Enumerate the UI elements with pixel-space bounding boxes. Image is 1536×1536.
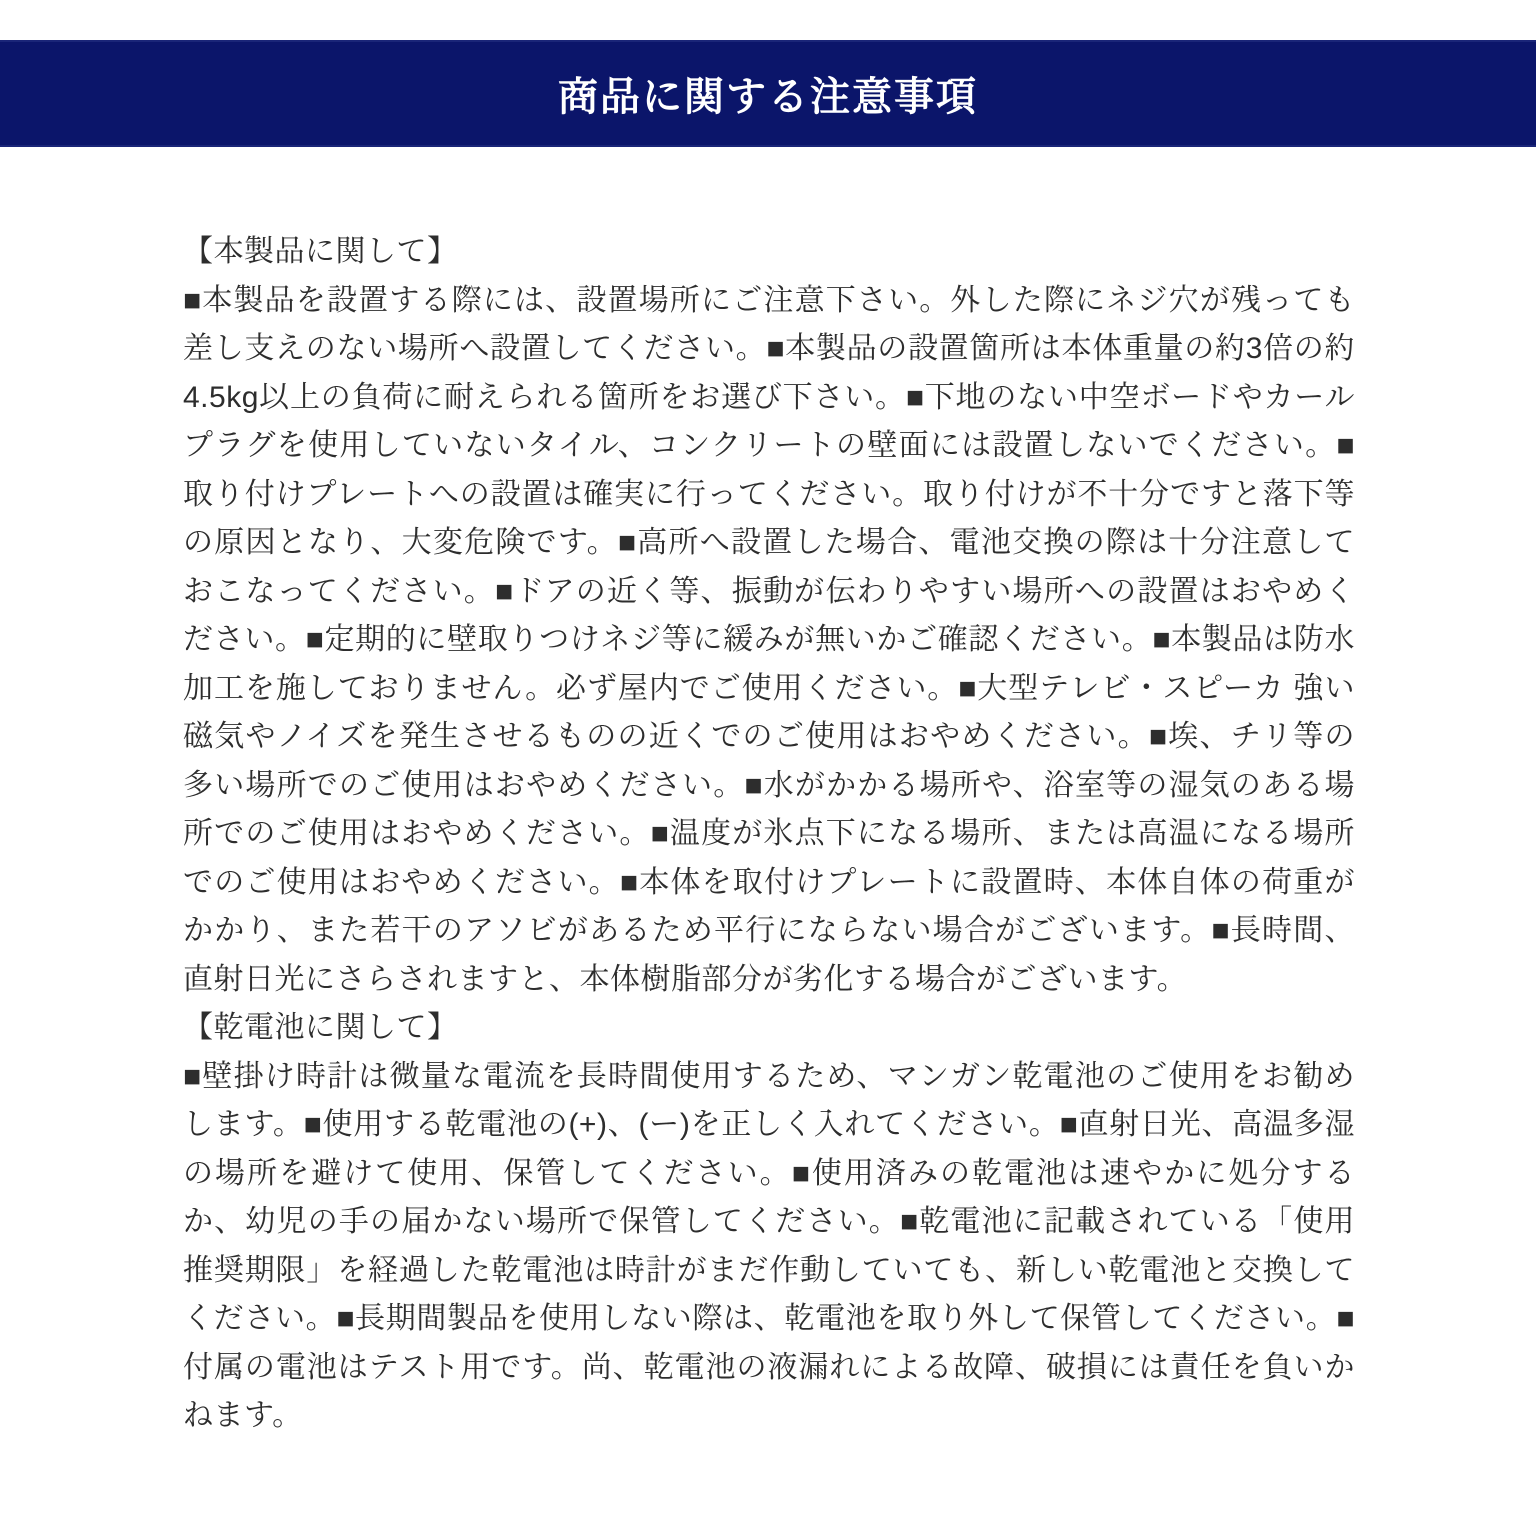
section-product-text: ■本製品を設置する際には、設置場所にご注意下さい。外した際にネジ穴が残っても差し支えのない場所へ設置してください。■本製品の設置箇所は本体重量の約3倍の約4.5kg以上の負荷に耐えられる箇所をお選び下さい。■下地のない中空ボードやカールプラグを使用していないタイル、コンクリートの壁面には設置しないでください。■取り付けプレートへの設置は確実に行ってください。取り付けが不十分ですと落下等の原因となり、大変危険です。■高所へ設置した場合、電池交換の際は十分注意しておこなってください。■ドアの近く等、振動が伝わりやすい場所への設置はおやめください。■定期的に壁取りつけネジ等に緩みが無いかご確認ください。■本製品は防水加工を施しておりません。必ず屋内でご使用ください。■大型テレビ・スピーカ 強い磁気やノイズを発生させるものの近くでのご使用はおやめください。■埃、チリ等の多い場所でのご使用はおやめください。■水がかかる場所や、浴室等の湿気のある場所でのご使用はおやめください。■温度が氷点下になる場所、または高温になる場所でのご使用はおやめください。■本体を取付けプレートに設置時、本体自体の荷重がかかり、また若干のアソビがあるため平行にならない場合がございます。■長時間、直射日光にさらされますと、本体樹脂部分が劣化する場合がございます。 xyxy=(183,283,1355,996)
notice-body xyxy=(183,228,1355,1441)
section-product xyxy=(183,228,1355,1004)
section-battery xyxy=(183,1004,1355,1441)
notice-header-bar xyxy=(0,40,1536,147)
section-battery-heading: 【乾電池に関して】 xyxy=(183,1011,458,1044)
section-product-heading: 【本製品に関して】 xyxy=(183,235,458,268)
notice-title: 商品に関する注意事項 xyxy=(558,75,978,119)
section-battery-text: ■壁掛け時計は微量な電流を長時間使用するため、マンガン乾電池のご使用をお勧めします。■使用する乾電池の(+)、(ー)を正しく入れてください。■直射日光、高温多湿の場所を避けて使用、保管してください。■使用済みの乾電池は速やかに処分するか、幼児の手の届かない場所で保管してください。■乾電池に記載されている「使用推奨期限」を経過した乾電池は時計がまだ作動していても、新しい乾電池と交換してください。■長期間製品を使用しない際は、乾電池を取り外して保管してください。■付属の電池はテスト用です。尚、乾電池の液漏れによる故障、破損には責任を負いかねます。 xyxy=(183,1059,1355,1432)
